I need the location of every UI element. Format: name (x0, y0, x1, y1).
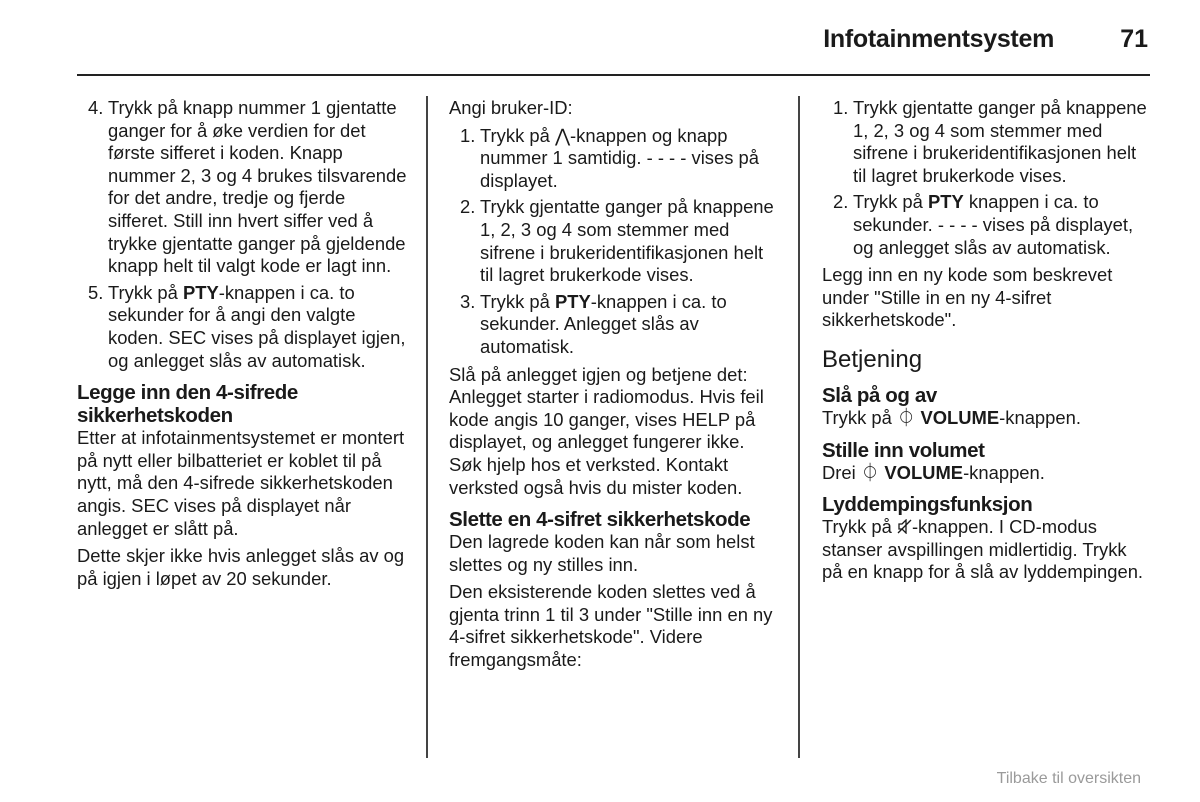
column-divider (426, 96, 428, 758)
power-icon: ⏀ (860, 461, 880, 483)
paragraph: Trykk på ⏀ VOLUME-knappen. (822, 406, 1081, 428)
steps-list (449, 125, 779, 359)
pty-label: PTY (554, 290, 591, 312)
section-heading: Slette en 4-sifret sikkerhetskode (449, 508, 751, 532)
steps-list (822, 97, 1152, 259)
list-item: 5. Trykk på PTY-knappen i ca. to sekunder for å angi den valgte koden. SEC vises på displayet igjen, og anlegget slås av automatisk. (88, 281, 406, 371)
column-3 (822, 97, 1152, 589)
paragraph: Den eksisterende koden slettes ved å gjenta trinn 1 til 3 under "Stille inn en ny 4-sifret sikkerhetskode". Videre fremgangsmåte: (449, 581, 773, 671)
column-divider (798, 96, 800, 758)
power-icon: ⏀ (896, 406, 916, 428)
paragraph: Trykk på -knappen. I CD-modus stanser avspillingen midlertidig. Trykk på en knapp for å slå av lyddempingen. (822, 516, 1144, 583)
paragraph: Drei ⏀ VOLUME-knappen. (822, 461, 1045, 483)
list-item: 1. Trykk på ⋀-knappen og knapp nummer 1 samtidig. - - - - vises på displayet. (460, 124, 759, 191)
steps-list (77, 97, 407, 372)
back-to-overview-link[interactable]: Tilbake til oversikten (996, 770, 1141, 787)
list-item: 2. Trykk på PTY knappen i ca. to sekunder. - - - - vises på displayet, og anlegget slås av automatisk. (833, 191, 1134, 258)
column-2 (449, 97, 779, 677)
paragraph: Etter at infotainmentsystemet er montert på nytt eller bilbatteriet er koblet til på nytt, må den 4-sifrede sikkerhetskoden angis. SEC vises på displayet når anlegget er slått på. (77, 427, 405, 539)
mute-icon (897, 516, 912, 539)
pty-label: PTY (927, 191, 964, 213)
page-number: 71 (1120, 25, 1148, 53)
paragraph: Angi bruker-ID: (449, 97, 573, 118)
subsection-heading: Lyddempingsfunksjon (822, 493, 1033, 517)
list-item: 3. Trykk på PTY-knappen i ca. to sekunder. Anlegget slås av automatisk. (460, 290, 727, 357)
paragraph: Legg inn en ny kode som beskrevet under "Stille in en ny 4-sifret sikkerhetskode". (822, 264, 1113, 331)
paragraph: Den lagrede koden kan når som helst slettes og ny stilles inn. (449, 531, 755, 575)
volume-label: VOLUME (920, 406, 1000, 428)
subsection-heading: Stille inn volumet (822, 438, 985, 462)
header-divider (77, 74, 1150, 76)
list-item: 4. Trykk på knapp nummer 1 gjentatte ganger for å øke verdien for det første sifferet i koden. Knapp nummer 2, 3 og 4 brukes tilsvarende for det andre, tredje og fjerde sifferet. Still inn hvert siffer ved å trykke gjentatte ganger på gjeldende knapp helt til valgt kode er lagt inn. (88, 97, 407, 277)
volume-label: VOLUME (884, 461, 964, 483)
list-item: 1. Trykk gjentatte ganger på knappene 1, 2, 3 og 4 som stemmer med sifrene i brukeridentifikasjonen helt til lagret brukerkode vises. (833, 97, 1147, 186)
caret-up-icon: ⋀ (554, 124, 571, 146)
column-1 (77, 97, 407, 595)
pty-label: PTY (182, 281, 219, 303)
section-heading: Legge inn den 4-sifrede sikkerhetskoden (77, 381, 298, 428)
chapter-title: Infotainmentsystem (823, 25, 1054, 53)
list-item: 2. Trykk gjentatte ganger på knappene 1, 2, 3 og 4 som stemmer med sifrene i brukeridentifikasjonen helt til lagret brukerkode vises. (460, 196, 774, 286)
paragraph: Dette skjer ikke hvis anlegget slås av og på igjen i løpet av 20 sekunder. (77, 545, 405, 589)
subsection-heading: Slå på og av (822, 383, 937, 407)
paragraph: Slå på anlegget igjen og betjene det: Anlegget starter i radiomodus. Hvis feil kode angis 10 ganger, vises HELP på displayet, og anlegget fungerer ikke. Søk hjelp hos et verksted. Kontakt verksted også hvis du mister koden. (449, 363, 764, 498)
chapter-section-heading: Betjening (822, 345, 923, 373)
